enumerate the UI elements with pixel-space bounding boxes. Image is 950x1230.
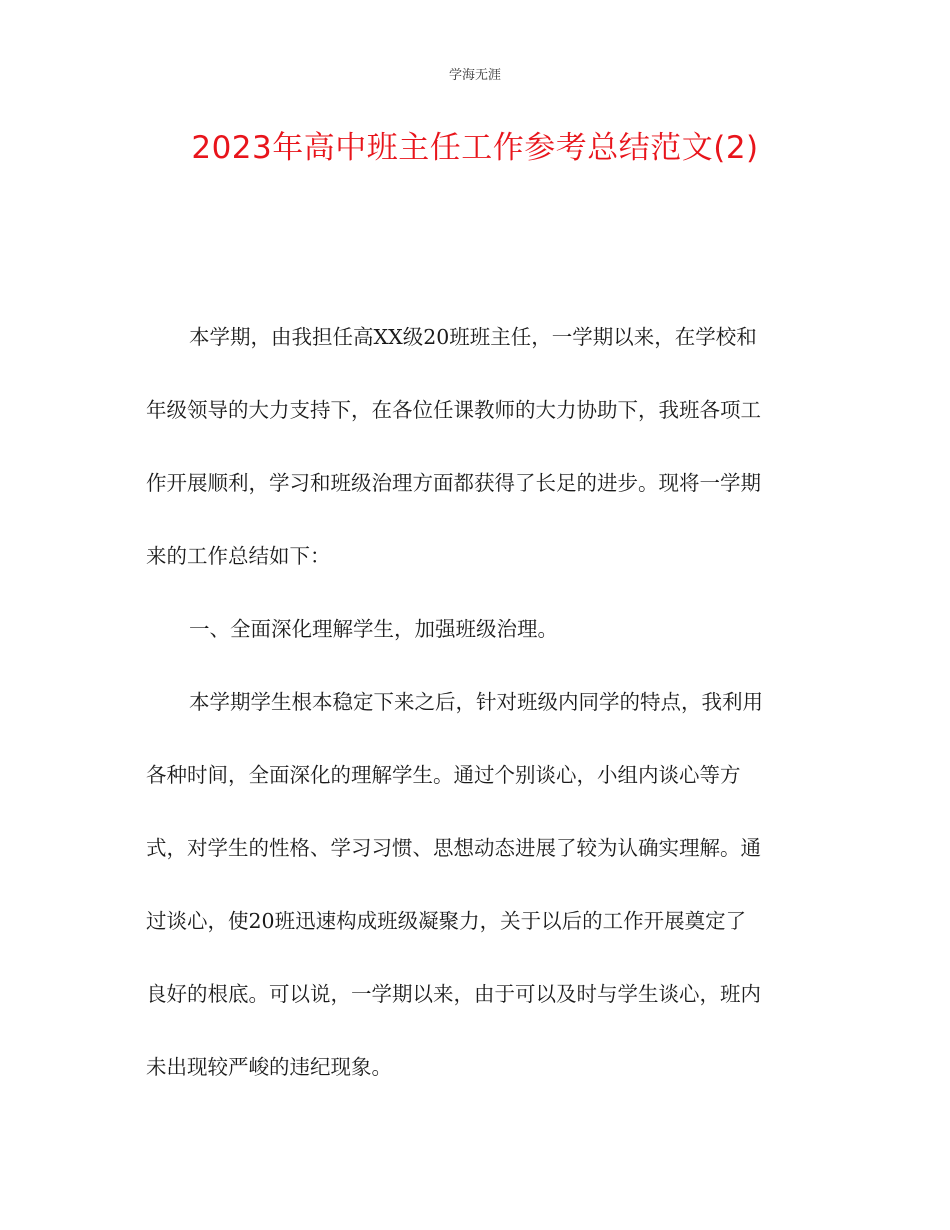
paragraph-line: 未出现较严峻的违纪现象。 [146, 1055, 392, 1079]
paragraph-line: 良好的根底。可以说，一学期以来，由于可以及时与学生谈心，班内 [146, 982, 761, 1006]
document-body [146, 313, 802, 1116]
section-heading-1 [146, 605, 802, 678]
document-title: 2023年高中班主任工作参考总结范文(2) [191, 130, 759, 166]
paragraph-line: 本学期，由我担任高XX级20班班主任，一学期以来，在学校和 [189, 325, 757, 349]
paragraph-line: 式，对学生的性格、学习习惯、思想动态进展了较为认确实理解。通 [146, 836, 761, 860]
section-heading-text: 一、全面深化理解学生，加强班级治理。 [189, 617, 558, 641]
paragraph-line: 来的工作总结如下： [146, 544, 331, 568]
paragraph-line: 本学期学生根本稳定下来之后，针对班级内同学的特点，我利用 [189, 690, 763, 714]
section-1-paragraph [146, 678, 802, 1116]
page-header: 学海无涯 [448, 68, 501, 83]
paragraph-line: 各种时间，全面深化的理解学生。通过个别谈心，小组内谈心等方 [146, 763, 741, 787]
intro-paragraph [146, 313, 802, 605]
paragraph-line: 作开展顺利，学习和班级治理方面都获得了长足的进步。现将一学期 [146, 471, 761, 495]
paragraph-line: 年级领导的大力支持下，在各位任课教师的大力协助下，我班各项工 [146, 398, 761, 422]
paragraph-line: 过谈心，使20班迅速构成班级凝聚力，关于以后的工作开展奠定了 [146, 909, 747, 933]
